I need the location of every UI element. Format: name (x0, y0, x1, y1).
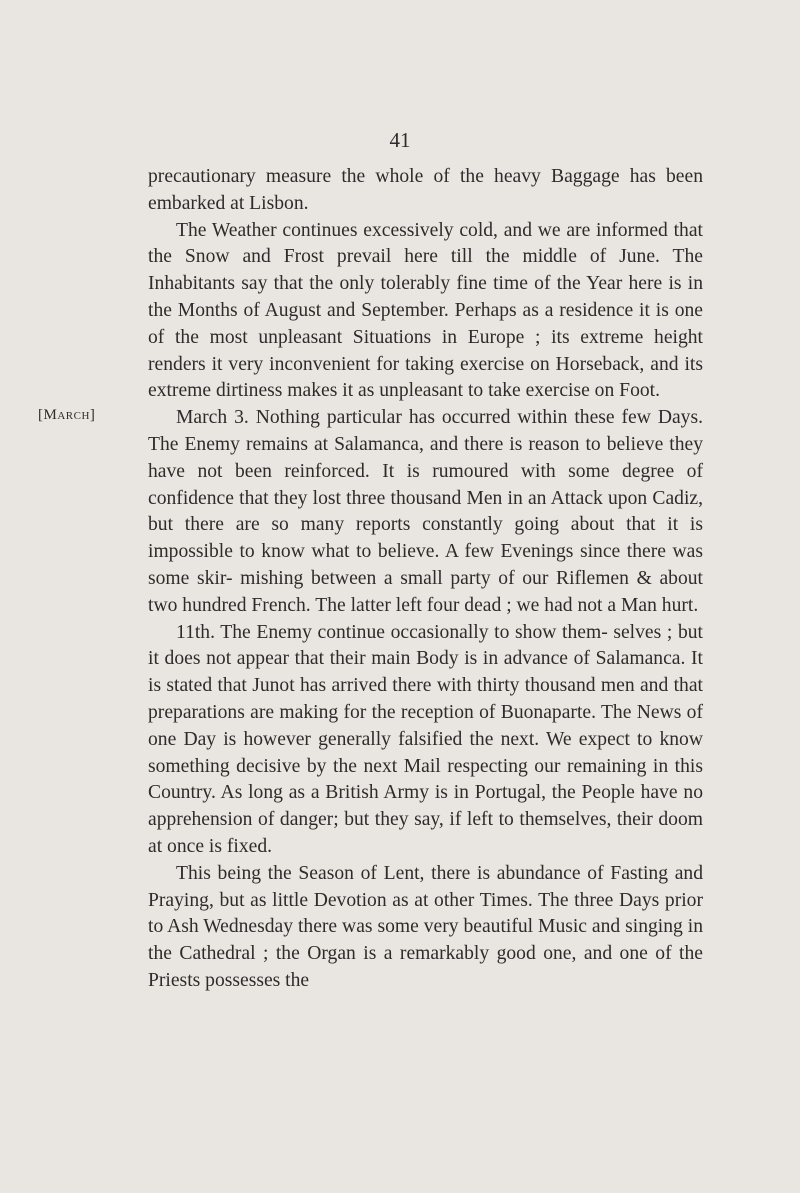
body-text (148, 164, 703, 995)
paragraph: 11th. The Enemy continue occasionally to show them- selves ; but it does not appear that their main Body is in advance of Salamanca. It is stated that Junot has arrived there with thirty thousand men and that preparations are making for the reception of Buonaparte. The News of one Day is however generally falsified the next. We expect to know something decisive by the next Mail respecting our remaining in this Country. As long as a British Army is in Portugal, the People have no apprehension of danger; but they say, if left to themselves, their doom at once is fixed. (148, 621, 703, 857)
paragraph: precautionary measure the whole of the heavy Baggage has been embarked at Lisbon. (148, 166, 703, 214)
page-number: 41 (389, 128, 411, 152)
paragraph: This being the Season of Lent, there is abundance of Fasting and Praying, but as little Devotion as at other Times. The three Days prior to Ash Wednesday there was some very beautiful Music and singing in the Cathedral ; the Organ is a remarkably good one, and one of the Priests possesses the (148, 862, 703, 991)
paragraph: March 3. Nothing particular has occurred within these few Days. The Enemy remains at Salamanca, and there is reason to believe they have not been reinforced. It is rumoured with some degree of confidence that they lost three thousand Men in an Attack upon Cadiz, but there are so many reports constantly going about that it is impossible to know what to believe. A few Evenings since there was some skir- mishing between a small party of our Riflemen & about two hundred French. The latter left four dead ; we had not a Man hurt. (148, 407, 703, 616)
paragraph: The Weather continues excessively cold, and we are informed that the Snow and Frost prevail here till the middle of June. The Inhabitants say that the only tolerably fine time of the Year here is in the Months of August and September. Perhaps as a residence it is one of the most unpleasant Situations in Europe ; its extreme height renders it very inconvenient for taking exercise on Horseback, and its extreme dirtiness makes it as unpleasant to take exercise on Foot. (148, 219, 703, 402)
margin-note: [March] (38, 407, 96, 423)
